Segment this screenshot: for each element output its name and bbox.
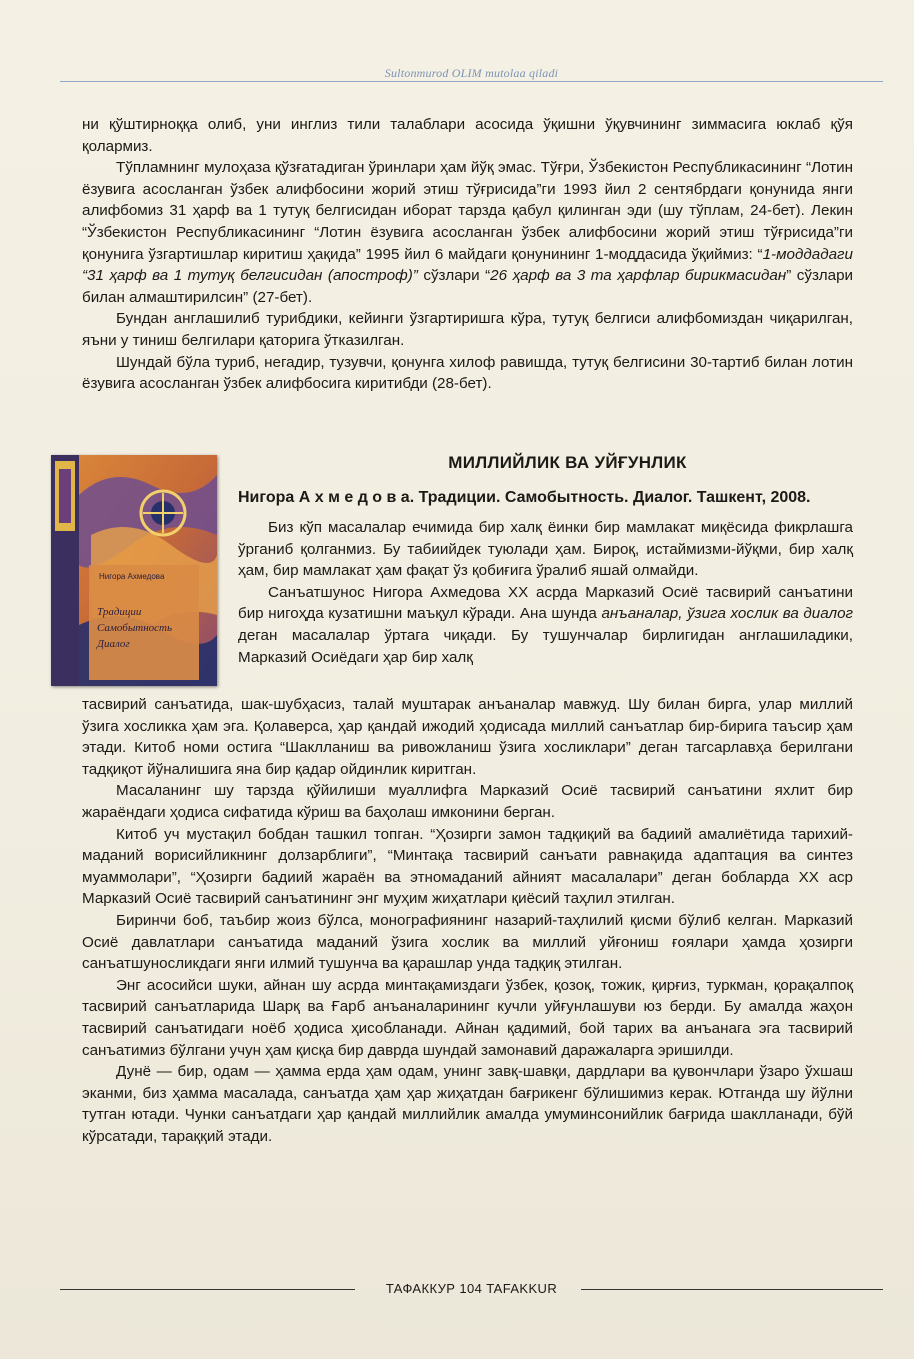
paragraph: Шундай бўла туриб, негадир, тузувчи, қонунга хилоф равишда, тутуқ белгисини 30-тартиб билан лотин ёзувига асосланган ўзбек алифбосига киритибди (28-бет). bbox=[82, 353, 853, 393]
section-wrap-text bbox=[238, 517, 853, 668]
quote-text: ” сўзлари билан алмаштирилсин” (27-бет). bbox=[82, 267, 853, 306]
quote-italic: 1-моддадаги “31 ҳарф ва 1 тутуқ белгисидан (апостроф)” bbox=[82, 245, 853, 285]
paragraph: Масаланинг шу тарзда қўйилиши муаллифга Марказий Осиё тасвирий санъатини яхлит бир жараёндаги ҳодиса сифатида кўриш ва баҳолаш имконини берган. bbox=[82, 782, 853, 821]
section-title: МИЛЛИЙЛИК ВА УЙҒУНЛИК bbox=[448, 453, 687, 472]
paragraph: Энг асосийси шуки, айнан шу асрда минтақамиздаги ўзбек, қозоқ, тожик, қирғиз, туркман, қорақалпоқ тасвирий санъатларида Шарқ ва Ғарб анъаналарининг кучли уйғунлашуви юз берди. Бу амалда жаҳон тасвирий санъатидаги ноёб ҳодиса ҳисобланади. Айнан қадимий, бой тарих ва анъанага эга тасвирий санъатимиз бўлгани учун ҳам қисқа бир даврда шундай замонавий даражаларга эришилди. bbox=[82, 976, 853, 1059]
footer-text: ТАФАККУР 104 TAFAKKUR bbox=[385, 1281, 558, 1296]
quote-text: сўзлари “ bbox=[417, 267, 491, 285]
paragraph: Бундан англашилиб турибдики, кейинги ўзгартиришга кўра, тутуқ белгиси алифбомиздан чиқарилган, яъни у тиниш белгилари қаторига ўтказилган. bbox=[82, 310, 853, 349]
page-footer bbox=[60, 1279, 883, 1299]
running-head-text: Sultonmurod OLIM mutolaa qiladi bbox=[384, 66, 559, 80]
paragraph-text: Тўпламнинг мулоҳаза қўзғатадиган ўринлари ҳам йўқ эмас. Тўғри, Ўзбекистон Республикасининг “Лотин ёзувига асосланган ўзбек алифбосини жорий этиш тўғрисида”ги 1993 йил 2 сентябрдаги қонунида янги алифбомиз 31 ҳарф ва 1 тутуқ белгисидан иборат тарзда қабул қилинган эди (шу тўплам, 24-бет). Лекин “Ўзбекистон Республикасининг “Лотин ёзувига асосланган ўзбек алифбосини жорий этиш тўғрисида”ги қонунига ўзгартишлар киритиш ҳақида” 1995 йил 6 майдаги қонунининг 1-моддасида ўқиймиз: “ bbox=[82, 159, 853, 263]
book-author: Нигора А х м е д о в а. bbox=[238, 489, 415, 506]
paragraph-text: Санъатшунос Нигора Ахмедова XX асрда Марказий Осиё тасвирий санъатини бир нигоҳда кузатишни маъқул кўради. Ана шунда bbox=[238, 583, 853, 623]
paragraph: Китоб уч мустақил бобдан ташкил топган. “Ҳозирги замон тадқиқий ва бадиий амалиётида тарихий-маданий ворисийликнинг долзарблиги”, “Минтақа тасвирий санъати равнақида адаптация ва синтез муаммолари”, “Ҳозирги бадиий жараён ва этномаданий айният масалалари” деган бобларда XX аср Марказий Осиё тасвирий санъатининг энг муҳим жиҳатлари қиёсий таҳлил этилган. bbox=[82, 825, 853, 908]
running-head bbox=[60, 58, 883, 82]
book-cover-author: Нигора Ахмедова bbox=[99, 572, 165, 581]
paragraph: Биринчи боб, таъбир жоиз бўлса, монографиянинг назарий-таҳлилий қисми бўлиб келган. Марказий Осиё давлатлари санъатида маданий ўзига хослик ва миллий уйғониш ғоялари ҳамда ҳозирги санъатшуносликдаги янги илмий тушунча ва қарашлар унда тадқиқ этилган. bbox=[82, 911, 853, 973]
paragraph: Дунё — бир, одам — ҳамма ерда ҳам одам, унинг завқ-шавқи, дардлари ва қувончлари ўзаро ўхшаш эканми, биз ҳамма масалада, санъатда ҳам ҳар жиҳатдан бағрикенг бўлишимиз керак. Ютганда шу йўлни тутган ютади. Чунки санъатдаги ҳар қандай миллийлик амалда умуминсонийлик бағрида шаклланади, бўй кўрсатади, тараққий этади. bbox=[82, 1063, 853, 1145]
paragraph bbox=[238, 582, 853, 668]
top-text-block bbox=[82, 114, 853, 395]
paragraph: ни қўштирноққа олиб, уни инглиз тили талаблари асосида ўқишни ўқувчининг зиммасига юклаб қўя қолармиз. bbox=[82, 116, 853, 155]
book-title: Традиции. Самобытность. Диалог. Ташкент, 2008. bbox=[414, 489, 811, 506]
book-cover-title-line: Самобытность bbox=[97, 622, 173, 634]
lower-text-block bbox=[82, 694, 853, 1147]
review-section bbox=[232, 453, 853, 668]
paragraph-text: деган масалалар ўртага чиқади. Бу тушунчалар бирлигидан англашиладики, Марказий Осиёдаги ҳар бир халқ bbox=[238, 626, 853, 666]
paragraph bbox=[82, 157, 853, 308]
italic-phrase: анъаналар, ўзига хослик ва диалог bbox=[601, 605, 854, 623]
book-cover-title-line: Диалог bbox=[97, 638, 130, 650]
book-cover-title-line: Традиции bbox=[97, 606, 142, 618]
paragraph: Биз кўп масалалар ечимида бир халқ ёинки бир мамлакат миқёсида фикрлашга ўрганиб қолганмиз. Бу табиийдек туюлади ҳам. Бироқ, истаймизми-йўқми, бир халқ ҳам, бир мамлакат ҳам фақат ўз қобиғига ўралиб яшай олмайди. bbox=[238, 519, 853, 580]
book-cover-image bbox=[51, 455, 217, 686]
running-head-rule bbox=[60, 81, 883, 82]
book-reference bbox=[238, 487, 853, 509]
quote-italic: 26 ҳарф ва 3 та ҳарфлар бирикмасидан bbox=[490, 267, 787, 285]
book-cover-illustration bbox=[51, 455, 217, 686]
paragraph: тасвирий санъатида, шак-шубҳасиз, талай муштарак анъаналар мавжуд. Шу билан бирга, улар миллий ўзига хосликка ҳам эга. Қолаверса, ҳар қандай ижодий ҳодисада миллий санъатлар бир-бирига таъсир ҳам этади. Китоб номи остига “Шаклланиш ва ривожланиш ўзига хосликлари” деган тагсарлавҳа берилгани тадқиқот йўналишига яна бир қадар ойдинлик киритган. bbox=[82, 696, 853, 778]
footer-rule-right bbox=[581, 1289, 883, 1290]
